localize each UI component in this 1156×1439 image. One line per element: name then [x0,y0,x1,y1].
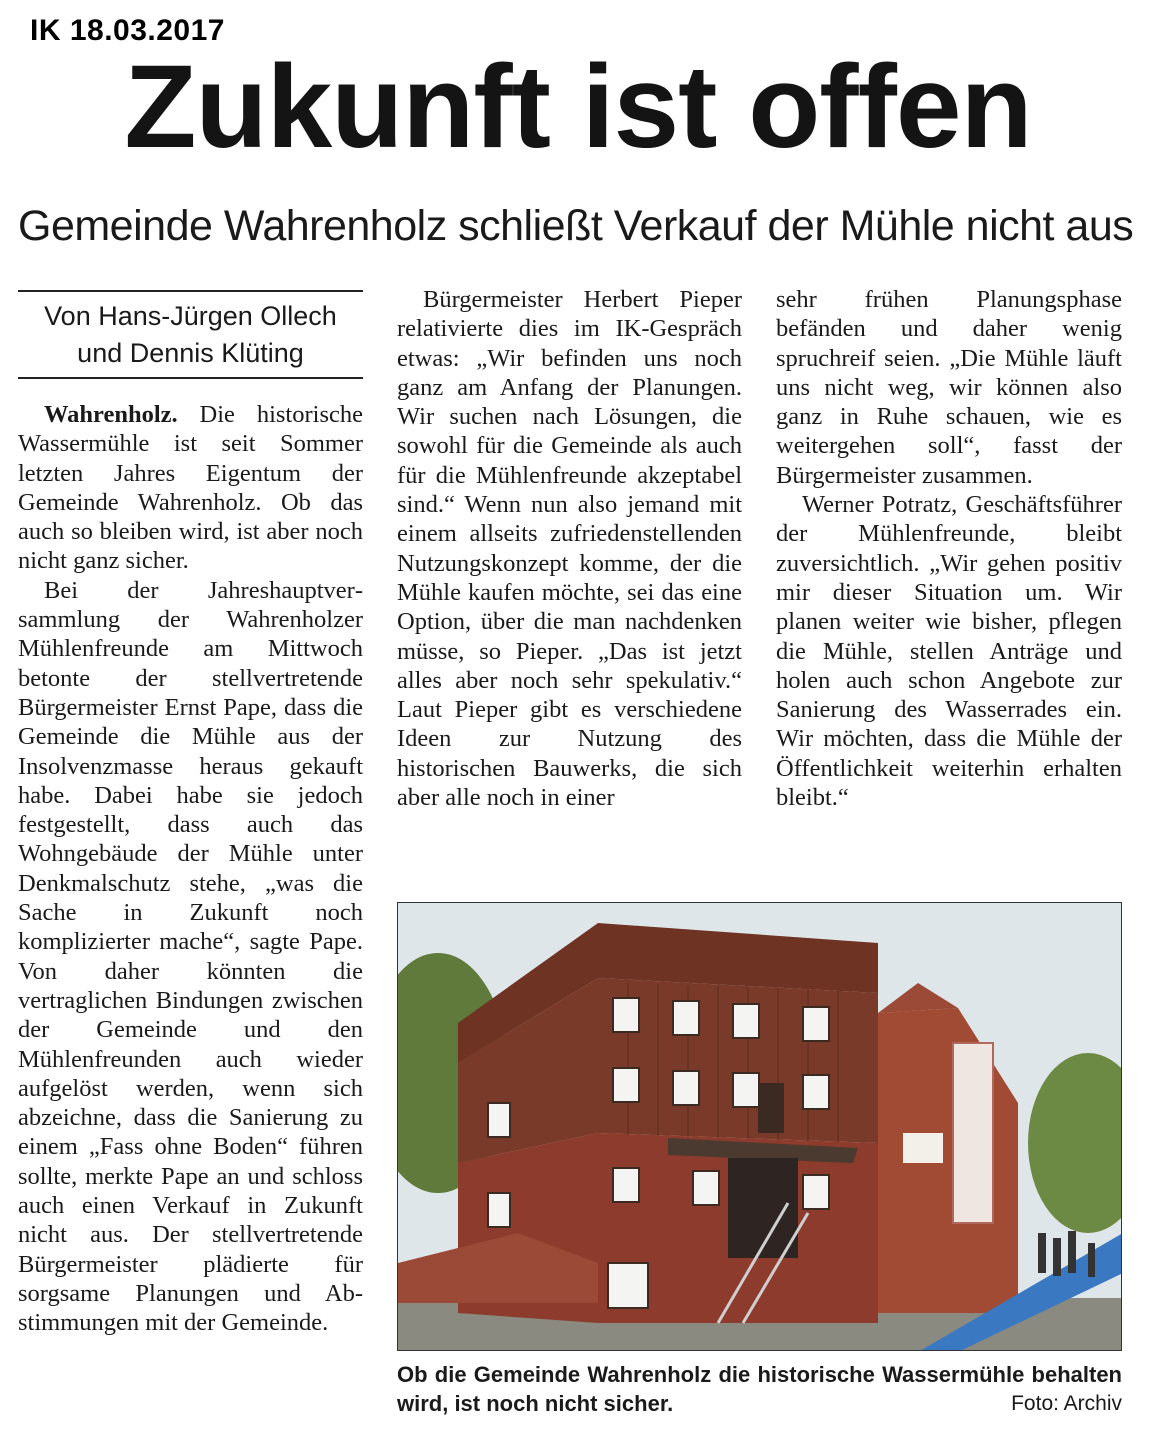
dateline: Wahrenholz. [44,401,178,428]
article-paragraph-1 [18,400,363,576]
photo-caption: Ob die Gemeinde Wahrenholz die historische Wassermühle behalten wird, ist noch nicht sicher. [397,1362,1122,1416]
source-date-tag: IK 18.03.2017 [30,14,225,47]
article-column-2 [397,285,742,812]
banner [953,1043,993,1223]
upper-door [758,1083,784,1133]
paragraph-1-text: Die historische Wassermühle ist seit Sommer letzten Jahres Eigentum der Gemeinde Wahrenholz. Ob das auch so bleiben wird, ist aber noch nicht ganz sicher. [18,401,363,575]
article-column-1 [18,400,363,1338]
article-column-3 [776,285,1122,812]
subheadline: Gemeinde Wahrenholz schließt Verkauf der Mühle nicht aus [18,202,1134,250]
article-paragraph-4: Werner Potratz, Geschäftsführer der Mühlenfreunde, bleibt zuversichtlich. „Wir gehen positiv mir dieser Situation um. Wir planen weiter wie bisher, pflegen die Mühle, stellen Anträge und holen auch schon Angebote zur Sanierung des Wasserrades ein. Wir möchten, dass die Mühle der Öffentlichkeit weiterhin erhalten bleibt.“ [776,491,1122,812]
byline-line-1: Von Hans-Jürgen Ollech [44,301,337,331]
watermill-illustration [398,903,1122,1351]
sign-board [903,1133,943,1163]
byline [18,290,363,379]
article-paragraph-2: Bei der Jahreshauptversammlung der Wahrenholzer Mühlenfreunde am Mittwoch betonte der stellvertretende Bürgermeister Ernst Pape, dass die Gemeinde die Mühle aus der Insolvenzmasse heraus gekauft habe. Dabei habe sie jedoch festgestellt, dass auch das Wohngebäude der Mühle unter Denkmalschutz stehe, „was die Sache in Zukunft noch komplizierter mache“, sagte Pape. Von daher könnten die vertraglichen Bindungen zwischen der Gemeinde und den Mühlenfreunden auch wieder aufgelöst werden, wenn sich abzeichne, dass die Sanierung zu einem „Fass ohne Boden“ führen sollte, merkte Pape an und schloss auch einen Verkauf in Zukunft nicht aus. Der stellvertretende Bürgermeister plädierte für sorgsame Planungen und Abstimmungen mit der Gemeinde. [18,576,363,1337]
headline: Zukunft ist offen [124,41,1032,173]
article-paragraph-3-continued: sehr frühen Planungsphase befänden und daher wenig spruchreif seien. „Die Mühle läuft uns nicht weg, wir können also ganz in Ruhe schauen, wie es weitergehen soll“, fasst der Bürgermeister zusammen. [776,286,1122,489]
photo-watermill [397,902,1122,1351]
photo-credit: Foto: Archiv [1011,1392,1122,1415]
article-paragraph-3: Bürgermeister Herbert Pieper relativierte dies im IK-Gespräch etwas: „Wir befinden uns noch ganz am Anfang der Planungen. Wir suchen nach Lösungen, die sowohl für die Gemeinde als auch für die Mühlenfreunde akzeptabel sind.“ Wenn nun also jemand mit einem allseits zufriedenstellenden Nutzungskonzept komme, der die Mühle kaufen möchte, sei das eine Option, über die man nachdenken müsse, so Pieper. „Das ist jetzt alles aber noch sehr spekulativ.“ Laut Pieper gibt es verschiedene Ideen zur Nutzung des historischen Bauwerks, die sich aber alle noch in einer [397,286,742,812]
byline-line-2: und Dennis Klüting [77,338,304,368]
